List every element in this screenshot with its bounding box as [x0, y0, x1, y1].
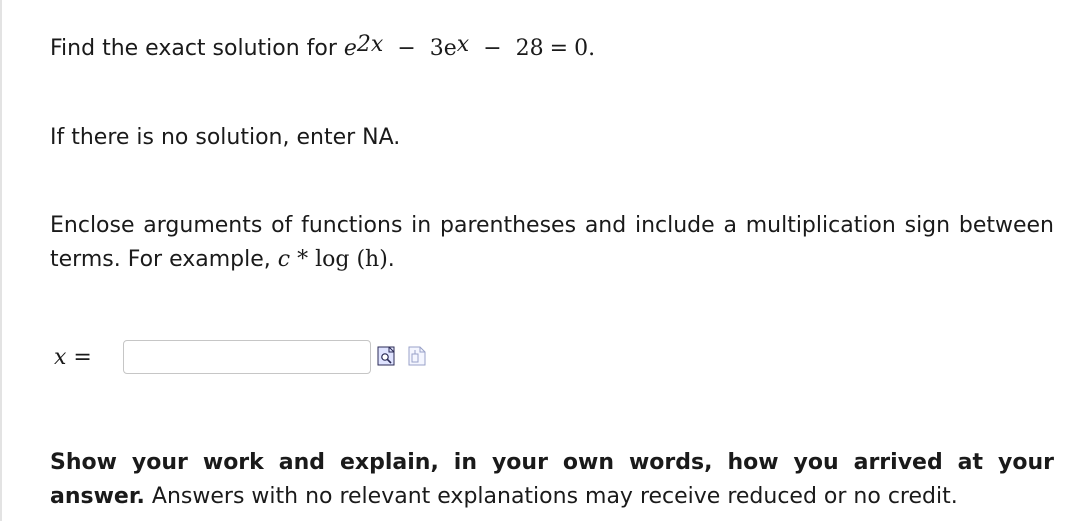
eq-equals: =: [549, 36, 569, 61]
prompt-intro-text: Find the exact solution for: [50, 36, 344, 61]
example-log: log: [315, 247, 350, 272]
eq-constant: 28: [515, 36, 544, 61]
answer-input[interactable]: [123, 340, 371, 374]
eq-base-e: e: [343, 36, 357, 61]
equation-editor-icon[interactable]: [408, 346, 426, 366]
show-work-bold: Show your work and explain, in your own words, how you arrived at your answer.: [50, 450, 1054, 509]
format-instructions: [50, 209, 1054, 277]
answer-label-eq: =: [73, 345, 92, 370]
no-solution-note: If there is no solution, enter NA.: [50, 125, 401, 150]
answer-label: [54, 341, 92, 375]
eq-minus-2: −: [483, 36, 502, 61]
eq-rhs: 0: [574, 36, 589, 61]
example-expression: [278, 247, 388, 272]
question-prompt: [50, 32, 595, 66]
show-work-instructions: [50, 446, 1054, 514]
answer-row: [50, 340, 650, 376]
eq-exponent-2x: 2x: [356, 32, 384, 57]
example-var-c: c: [277, 247, 291, 272]
instructions-text: Enclose arguments of functions in parentheses and include a multiplication sign between terms. For example,: [50, 213, 1054, 272]
answer-label-var: x: [54, 345, 67, 370]
equation: [344, 32, 595, 61]
eq-coef-3e: 3e: [429, 36, 457, 61]
eq-exponent-x: x: [456, 32, 470, 57]
example-period: .: [387, 247, 395, 272]
page-left-border: [0, 0, 2, 521]
eq-minus-1: −: [397, 36, 416, 61]
eq-period: .: [588, 36, 596, 61]
example-star: *: [297, 247, 309, 272]
example-arg: (h): [356, 247, 388, 272]
preview-icon[interactable]: [377, 346, 395, 366]
show-work-rest: Answers with no relevant explanations may receive reduced or no credit.: [144, 484, 958, 509]
